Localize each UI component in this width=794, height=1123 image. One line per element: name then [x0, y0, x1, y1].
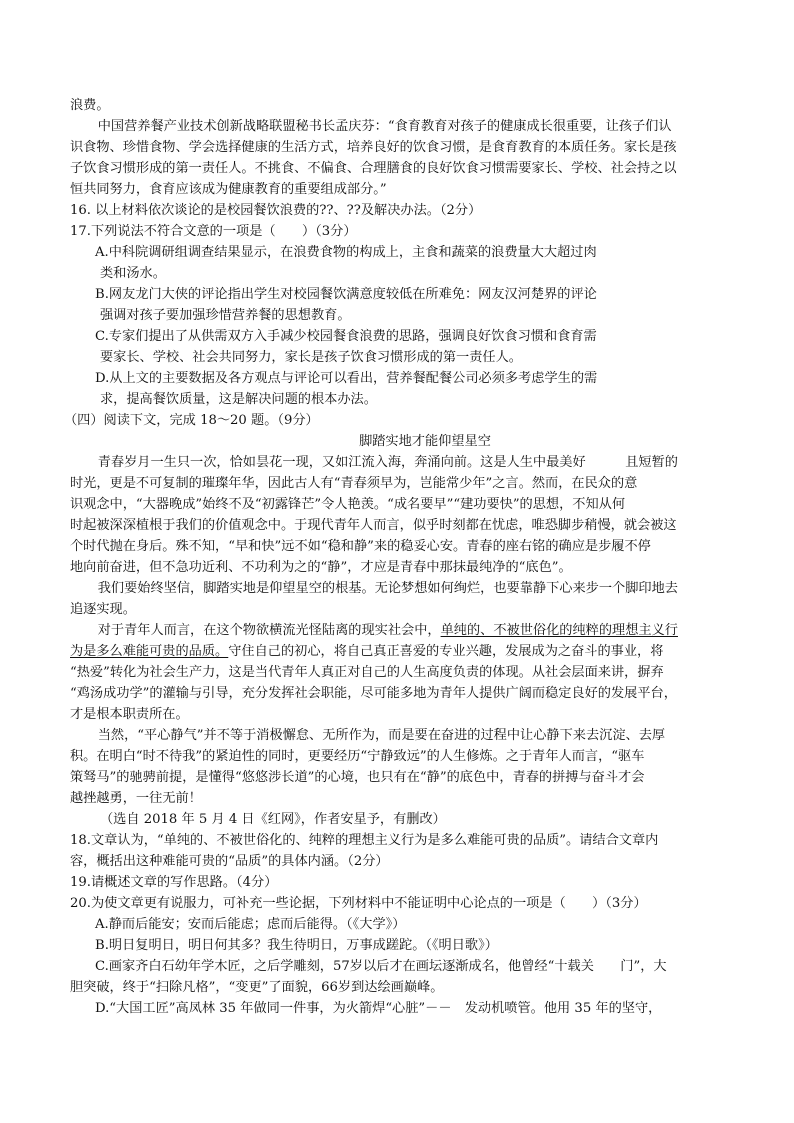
option-17-a: A.中科院调研组调查结果显示，在浪费食物的构成上，主食和蔬菜的浪费量大大超过肉 [95, 245, 597, 260]
option-20-c: C.画家齐白石幼年学木匠，之后学雕刻，57岁以后才在画坛逐渐成名，他曾经“十载关 门”，大 [95, 959, 667, 974]
question-20: 20.为使文章更有说服力，可补充一些论据，下列材料中不能证明中心论点的一项是（ ）（3分） [70, 896, 647, 911]
option-17-c-cont: 要家长、学校、社会共同努力，家长是孩子饮食习惯形成的第一责任人。 [100, 350, 522, 365]
text-line: 时光，更是不可复制的璀璨年华，因此古人有“青春须早为，岂能常少年”之言。然而，在民众的意 [70, 476, 638, 491]
option-20-a: A.静而后能安；安而后能虑；虑而后能得。（《大学》） [95, 917, 406, 932]
article-paragraph: 我们要始终坚信，脚踏实地是仰望星空的根基。无论梦想如何绚烂，也要靠静下心来步一个脚印地去 [97, 581, 678, 596]
text-line: 策驽马”的驰骋前提，是懂得“悠悠涉长道”的心境，也只有在“静”的底色中，青春的拼搏与奋斗才会 [70, 770, 645, 785]
paragraph-quote-start: 中国营养餐产业技术创新战略联盟秘书长孟庆芬：“食育教育对孩子的健康成长很重要，让孩子们认 [97, 119, 672, 134]
question-18: 18.文章认为，“单纯的、不被世俗化的、纯粹的理想主义行为是多么难能可贵的品质”。请结合文章内 [70, 833, 659, 848]
underlined-sentence: 为是多么难能可贵的品质。 [70, 644, 229, 659]
text-span: 对于青年人而言，在这个物欲横流光怪陆离的现实社会中， [97, 623, 441, 638]
text-line: 识食物、珍惜食物、学会选择健康的生活方式，培养良好的饮食习惯，是食育教育的本质任务。家长是孩 [70, 140, 677, 155]
text-line: 时起被深深植根于我们的价值观念中。于现代青年人而言，似乎时刻都在忧虑，唯恐脚步稍慢，就会被这 [70, 518, 677, 533]
option-17-d: D.从上文的主要数据及各方观点与评论可以看出，营养餐配餐公司必须多考虑学生的需 [95, 371, 598, 386]
underlined-sentence: 单纯的、不被世俗化的纯粹的理想主义行 [440, 623, 678, 638]
option-17-d-cont: 求，提高餐饮质量，这是解决问题的根本办法。 [100, 392, 377, 407]
text-line: 越挫越勇，一往无前！ [70, 791, 202, 806]
article-source: （选自 2018 年 5 月 4 日《红网》，作者安星予，有删改） [100, 812, 446, 827]
text-line: 地向前奋进，但不急功近利、不功利为之的“静”，才应是青春中那抹最纯净的“底色”。 [70, 560, 572, 575]
article-paragraph: 当然，“平心静气”并不等于消极懈怠、无所作为，而是要在奋进的过程中让心静下来去沉淀、去厚 [97, 728, 666, 743]
text-line: 识观念中，“大器晚成”始终不及“初露锋芒”令人艳羡。“成名要早”“建功要快”的思想，不知从何 [70, 497, 626, 512]
text-line: 恒共同努力，食育应该成为健康教育的重要组成部分。” [70, 182, 387, 197]
option-17-a-cont: 类和汤水。 [100, 266, 166, 281]
question-16: 16. 以上材料依次谈论的是校园餐饮浪费的??、??及解决办法。（2分） [70, 203, 482, 218]
option-17-b: B.网友龙门大侠的评论指出学生对校园餐饮满意度较低在所难免：网友汉河楚界的评论 [95, 287, 597, 302]
option-20-b: B.明日复明日，明日何其多？我生待明日，万事成蹉跎。（《明日歌》） [95, 938, 498, 953]
option-17-c: C.专家们提出了从供需双方入手减少校园餐食浪费的思路，强调良好饮食习惯和食育需 [95, 329, 597, 344]
text-line: 追逐实现。 [70, 602, 136, 617]
option-17-b-cont: 强调对孩子要加强珍惜营养餐的思想教育。 [100, 308, 351, 323]
text-line: “鸡汤成功学”的灌输与引导，充分发挥社会职能，尽可能多地为青年人提供广阔而稳定良好的发展平台， [70, 686, 677, 701]
question-17: 17.下列说法不符合文意的一项是（ ）（3分） [70, 224, 357, 239]
article-paragraph: 青春岁月一生只一次，恰如昙花一现，又如江流入海，奔涌向前。这是人生中最美好 且短暂的 [97, 455, 678, 470]
option-20-c-cont: 胆突破，终于“扫除凡格”，“变更”了面貌，66岁到达绘画巅峰。 [70, 980, 444, 995]
text-span: 守住自己的初心，将自己真正喜爱的专业兴趣，发展成为之奋斗的事业，将 [228, 644, 664, 659]
section-4-heading: （四）阅读下文，完成 18～20 题。（9分） [64, 413, 319, 428]
text-line: 积。在明白“时不待我”的紧迫性的同时，更要经历“宁静致远”的人生修炼。之于青年人而言，“驱车 [70, 749, 645, 764]
text-line: 子饮食习惯形成的第一责任人。不挑食、不偏食、合理膳食的良好饮食习惯需要家长、学校、社会持之以 [70, 161, 677, 176]
text-line: 容，概括出这种难能可贵的“品质”的具体内涵。（2分） [70, 854, 389, 869]
question-19: 19.请概述文章的写作思路。（4分） [70, 875, 278, 890]
exam-page [64, 95, 730, 1019]
text-line [70, 641, 730, 662]
article-paragraph [70, 620, 730, 641]
article-title: 脚踏实地才能仰望星空 [359, 434, 491, 449]
text-line: 才是根本职责所在。 [70, 707, 189, 722]
text-line: 个时代抛在身后。殊不知，“早和快”远不如“稳和静”来的稳妥心安。青春的座右铭的确应是步履不停 [70, 539, 651, 554]
option-20-d: D.“大国工匠”高凤林 35 年做同一件事，为火箭焊“心脏”－－ 发动机喷管。他用 35 年的坚守， [95, 1001, 662, 1016]
text-line: “热爱”转化为社会生产力，这是当代青年人真正对自己的人生高度负责的体现。从社会层面来讲，摒弃 [70, 665, 664, 680]
text-line: 浪费。 [70, 98, 110, 113]
